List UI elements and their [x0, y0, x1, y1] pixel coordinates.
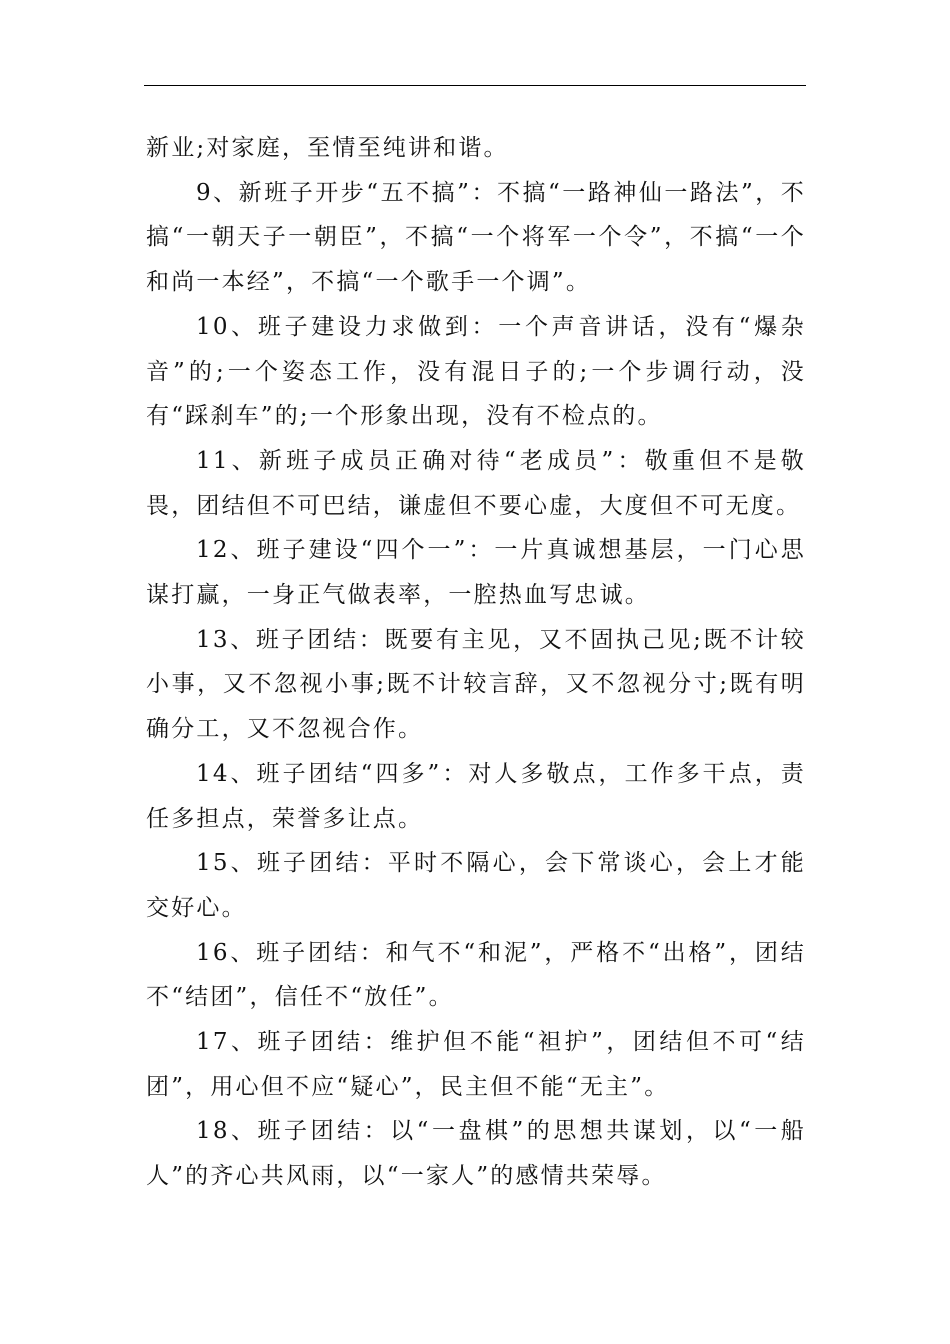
- paragraph-item-9: 9、新班子开步“五不搞”：不搞“一路神仙一路法”，不搞“一朝天子一朝臣”，不搞“一个将军一个令”，不搞“一个和尚一本经”，不搞“一个歌手一个调”。: [146, 179, 806, 296]
- paragraph-item-17: 17、班子团结：维护但不能“袒护”，团结但不可“结团”，用心但不应“疑心”，民主但不能“无主”。: [146, 1029, 806, 1100]
- document-body: [146, 126, 806, 1199]
- paragraph-item-18: 18、班子团结：以“一盘棋”的思想共谋划，以“一船人”的齐心共风雨，以“一家人”的感情共荣辱。: [146, 1118, 806, 1190]
- paragraph-item-11: 11、新班子成员正确对待“老成员”：敬重但不是敬畏，团结但不可巴结，谦虚但不要心虚，大度但不可无度。: [146, 447, 806, 519]
- paragraph-continuation: 新业;对家庭，至情至纯讲和谐。: [146, 135, 509, 161]
- header-rule: [144, 85, 806, 86]
- paragraph-item-12: 12、班子建设“四个一”：一片真诚想基层，一门心思谋打赢，一身正气做表率，一腔热血写忠诚。: [146, 537, 806, 609]
- paragraph-item-16: 16、班子团结：和气不“和泥”，严格不“出格”，团结不“结团”，信任不“放任”。: [146, 939, 806, 1011]
- paragraph-item-10: 10、班子建设力求做到：一个声音讲话，没有“爆杂音”的;一个姿态工作，没有混日子的;一个步调行动，没有“踩刹车”的;一个形象出现，没有不检点的。: [146, 313, 806, 430]
- paragraph-item-13: 13、班子团结：既要有主见，又不固执己见;既不计较小事，又不忽视小事;既不计较言辞，又不忽视分寸;既有明确分工，又不忽视合作。: [146, 626, 806, 743]
- paragraph-item-14: 14、班子团结“四多”：对人多敬点，工作多干点，责任多担点，荣誉多让点。: [146, 760, 806, 832]
- paragraph-item-15: 15、班子团结：平时不隔心，会下常谈心，会上才能交好心。: [146, 850, 806, 921]
